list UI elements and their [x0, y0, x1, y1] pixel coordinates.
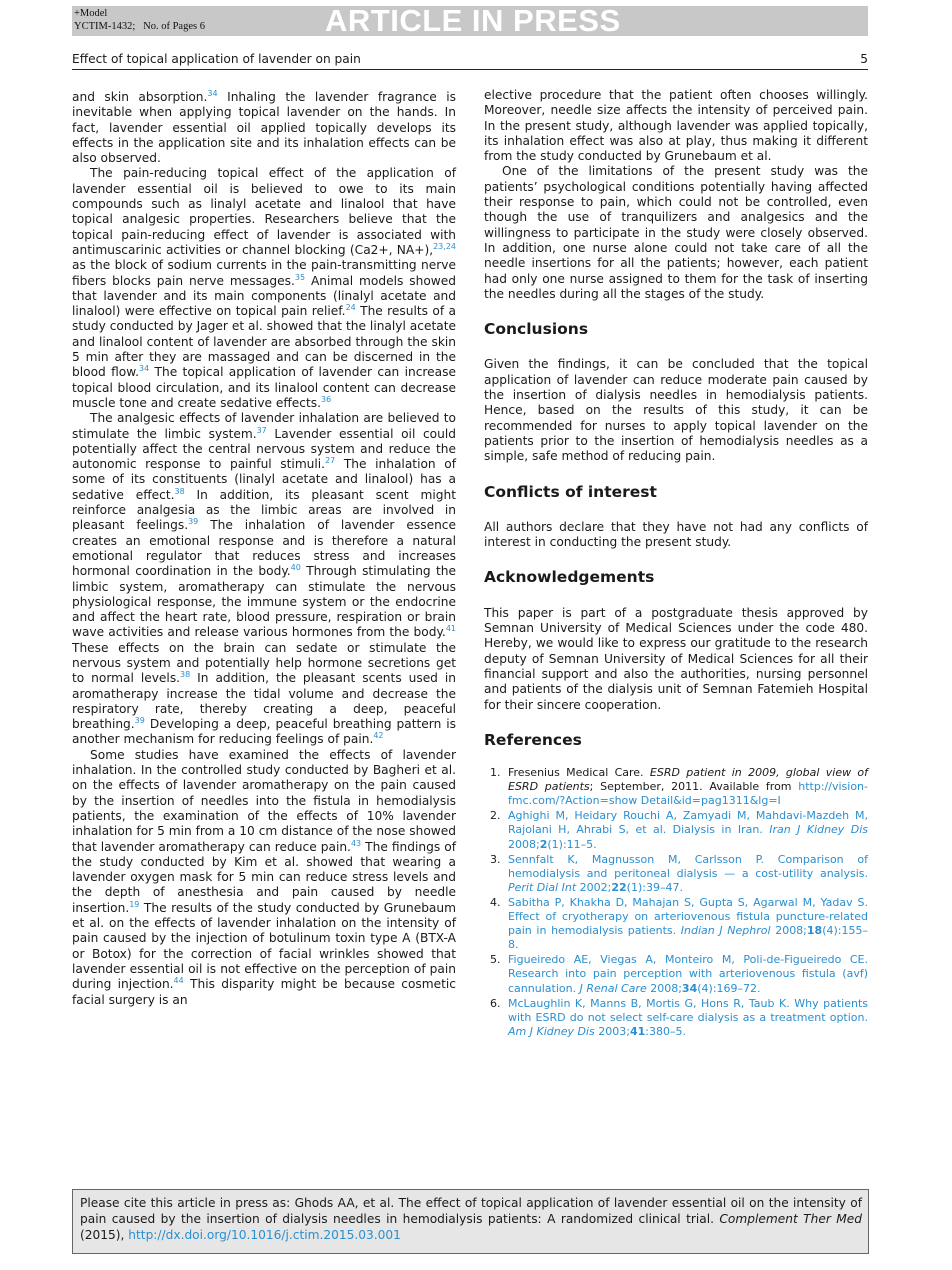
section-heading-conclusions: Conclusions: [484, 320, 589, 339]
reference-link-text[interactable]: Aghighi M, Heidary Rouchi A, Zamyadi M, Mahdavi-Mazdeh M, Rajolani H, Ahrabi S, et al. Dialysis in Iran.: [508, 809, 868, 837]
journal-id-line: [74, 20, 205, 33]
citation-ref[interactable]: 37: [256, 425, 267, 435]
citation-ref[interactable]: 35: [294, 272, 306, 282]
reference-link-text[interactable]: 2008;: [770, 924, 807, 938]
reference-link-text[interactable]: Iran J Kidney Dis: [769, 823, 868, 837]
reference-link-text[interactable]: 34: [681, 981, 698, 995]
doi-link[interactable]: http://dx.doi.org/10.1016/j.ctim.2015.03.001: [128, 1228, 401, 1242]
reference-list: [484, 766, 868, 1039]
reference-link-text[interactable]: (4):169–72.: [697, 981, 761, 995]
reference-link-text[interactable]: http://vision-fmc.com/?Action=show Detail&id=pag1311&lg=I: [508, 780, 868, 808]
reference-number: 4.: [490, 895, 501, 909]
model-label: +Model: [74, 8, 108, 19]
reference-item: [490, 896, 868, 952]
reference-item: [490, 853, 868, 895]
citation-ref[interactable]: 36: [321, 394, 332, 404]
citation-ref[interactable]: 38: [174, 486, 185, 496]
paragraph: Some studies have examined the effects of lavender inhalation. In the controlled study conducted by Bagheri et al. on the effects of lavender aromatherapy on the pain caused by the insertion of needles into the fistula in hemodialysis patients, the examination of the effects of 10% lavender inhalation for 5 min from a 10 cm distance of the nose showed that lavender aromatherapy can reduce pain.$^{43}$ The findings of the study conducted by Kim et al. showed that wearing a lavender oxygen mask for 5 min can reduce stress levels and the depth of anesthesia and pain caused by needle insertion.$^{19}$ The results of the study conducted by Grunebaum et al. on the effects of lavender inhalation on the intensity of pain caused by the injection of botulinum toxin type A (BTX-A or Botox) for the correction of facial wrinkles showed that lavender essential oil is not effective on the perception of pain during injection.$^{44}$ This disparity might be because cosmetic facial surgery is an: [72, 747, 457, 1007]
paragraph: and skin absorption.$^{34}$ Inhaling the lavender fragrance is inevitable when applying topical lavender on the hands. In fact, lavender essential oil applied topically develops its effects in the application site and its inhalation effects can be also observed.: [72, 88, 456, 166]
section-heading-references: References: [484, 730, 582, 749]
banner-text: ARTICLE IN PRESS: [325, 3, 621, 38]
citation-ref[interactable]: 34: [207, 88, 218, 98]
reference-link-text[interactable]: J Renal Care: [579, 981, 647, 995]
reference-item: [490, 997, 868, 1039]
reference-link-text[interactable]: (1):11–5.: [547, 837, 597, 851]
reference-link-text[interactable]: 2002;: [576, 880, 612, 894]
running-header: [72, 52, 868, 70]
reference-link-text[interactable]: (4):155–8.: [508, 924, 869, 952]
citation-ref[interactable]: 44: [173, 976, 184, 986]
reference-link-text[interactable]: Perit Dial Int: [508, 880, 577, 894]
paragraph: All authors declare that they have not had any conflicts of interest in conducting the present study.: [484, 519, 868, 550]
reference-number: 2.: [490, 809, 501, 823]
reference-link-text[interactable]: (1):39–47.: [626, 880, 683, 894]
reference-link-text[interactable]: Indian J Nephrol: [680, 924, 771, 938]
page-count: No. of Pages 6: [143, 21, 205, 32]
paragraph: elective procedure that the patient often chooses willingly. Moreover, needle size affects the intensity of perceived pain. In the present study, although lavender was applied topically, its inhalation effect was also at play, thus making it different from the study conducted by Grunebaum et al.: [484, 88, 868, 164]
citation-box: [72, 1189, 869, 1254]
citation-ref[interactable]: 34: [138, 364, 150, 374]
paragraph: Given the findings, it can be concluded that the topical application of lavender can reduce moderate pain caused by the insertion of dialysis needles in hemodialysis patients. Hence, based on the results of this study, it can be recommended for nurses to apply topical lavender on the patients prior to the insertion of hemodialysis needles as a simple, safe method of reducing pain.: [484, 357, 868, 464]
reference-link-text[interactable]: Am J Kidney Dis: [508, 1024, 595, 1038]
reference-link-text[interactable]: 2: [539, 837, 548, 851]
reference-item: [490, 809, 868, 851]
reference-link-text[interactable]: McLaughlin K, Manns B, Mortis G, Hons R, Taub K. Why patients with ESRD do not select self-care dialysis as a treatment option.: [508, 996, 868, 1024]
reference-number: 5.: [490, 953, 501, 967]
reference-link-text[interactable]: Sabitha P, Khakha D, Mahajan S, Gupta S, Agarwal M, Yadav S. Effect of cryotherapy on arteriovenous fistula puncture-related pain in hemodialysis patients.: [508, 895, 868, 938]
reference-number: 6.: [490, 996, 501, 1010]
section-heading-conflicts: Conflicts of interest: [484, 482, 657, 501]
reference-item: [490, 766, 868, 808]
right-column: [484, 88, 868, 1040]
citation-ref[interactable]: 23,24: [433, 241, 456, 251]
citation-text: Please cite this article in press as: Ghods AA, et al. The effect of topical application of lavender essential oil on the intensity of pain caused by the insertion of dialysis needles in hemodialysis patients: A randomized clinical trial.: [80, 1196, 862, 1226]
running-title: Effect of topical application of lavender on pain: [72, 52, 361, 66]
citation-ref[interactable]: 19: [129, 899, 140, 909]
citation-ref[interactable]: 24: [345, 303, 356, 313]
page-number: 5: [860, 52, 868, 66]
reference-link-text[interactable]: 2008;: [508, 837, 540, 851]
reference-link-text[interactable]: Figueiredo AE, Viegas A, Monteiro M, Poli-de-Figueiredo CE. Research into pain perception with arteriovenous fistula (avf) cannulation.: [508, 953, 868, 995]
reference-link-text[interactable]: 41: [629, 1024, 646, 1038]
paragraph: This paper is part of a postgraduate thesis approved by Semnan University of Medical Sciences under the code 480. Hereby, we would like to express our gratitude to the research deputy of Semnan University of Medical Sciences for all their financial support and also the authorities, nursing personnel and patients of the dialysis unit of Semnan Fatemieh Hospital for their sincere cooperation.: [484, 605, 868, 712]
reference-link-text[interactable]: 22: [611, 880, 627, 894]
reference-text: ESRD patient in 2009, global view of ESRD patients: [508, 766, 869, 794]
reference-link-text[interactable]: 2008;: [646, 981, 682, 995]
citation-ref[interactable]: 40: [290, 563, 301, 573]
citation-year: (2015),: [80, 1228, 129, 1242]
reference-text: ; September, 2011. Available from: [589, 780, 799, 794]
reference-link-text[interactable]: :380–5.: [645, 1024, 686, 1038]
citation-ref[interactable]: 42: [373, 731, 384, 741]
reference-link-text[interactable]: Sennfalt K, Magnusson M, Carlsson P. Comparison of hemodialysis and peritoneal dialysis — a cost-utility analysis.: [508, 852, 868, 880]
citation-ref[interactable]: 41: [445, 624, 456, 634]
reference-link-text[interactable]: 2003;: [594, 1024, 630, 1038]
paragraph: The pain-reducing topical effect of the application of lavender essential oil is believed to owe to its main compounds such as linalyl acetate and linalool that have topical analgesic properties. Researchers believe that the topical pain-reducing effect of lavender is associated with antimuscarinic activities or channel blocking (Ca2+, NA+),$^{23,24}$ as the block of sodium currents in the pain-transmitting nerve fibers blocks pain nerve messages.$^{35}$ Animal models showed that lavender and its main components (linalyl acetate and linalool) were effective on topical pain relief.$^{24}$ The results of a study conducted by Jager et al. showed that the linalyl acetate and linalool content of lavender are absorbed through the skin 5 min after they are massaged and can be discerned in the blood flow.$^{34}$ The topical application of lavender can increase topical blood circulation, and its linalool content can decrease muscle tone and create sedative effects.$^{36}$: [72, 166, 457, 410]
reference-link-text[interactable]: 18: [806, 924, 823, 938]
section-heading-acknowledgements: Acknowledgements: [484, 568, 655, 587]
reference-number: 3.: [490, 852, 501, 866]
reference-number: 1.: [490, 766, 501, 780]
journal-meta: [74, 7, 205, 33]
citation-ref[interactable]: 27: [325, 456, 336, 466]
citation-ref[interactable]: 38: [180, 670, 191, 680]
citation-ref[interactable]: 39: [134, 716, 145, 726]
citation-journal: Complement Ther Med: [719, 1212, 862, 1226]
journal-id: YCTIM-1432;: [74, 21, 136, 32]
reference-item: [490, 953, 868, 995]
citation-ref[interactable]: 43: [350, 838, 362, 848]
citation-ref[interactable]: 39: [188, 517, 199, 527]
paragraph: The analgesic effects of lavender inhalation are believed to stimulate the limbic system.$^{37}$ Lavender essential oil could potentially affect the central nervous system and reduce the autonomic response to painful stimuli.$^{27}$ The inhalation of some of its constituents (linalyl acetate and linalool) has a sedative effect.$^{38}$ In addition, its pleasant scent might reinforce analgesia as the limbic areas are involved in pleasant feelings.$^{39}$ The inhalation of lavender essence creates an emotional response and is therefore a natural emotional regulator that reduces stress and increases hormonal coordination in the body.$^{40}$ Through stimulating the limbic system, aromatherapy can stimulate the nervous physiological response, the immune system or the endocrine and affect the heart rate, blood pressure, respiration or brain wave activities and release various hormones from the body.$^{41}$ These effects on the brain can sedate or stimulate the nervous system and potentially help hormone secretions get to normal levels.$^{38}$ In addition, the pleasant scents used in aromatherapy increase the tidal volume and decrease the respiratory rate, thereby creating a deep, peaceful breathing.$^{39}$ Developing a deep, peaceful breathing pattern is another mechanism for reducing feelings of pain.$^{42}$: [72, 411, 456, 747]
article-in-press-banner: [72, 3, 868, 38]
left-column: [72, 90, 456, 1008]
paragraph: One of the limitations of the present study was the patients’ psychological conditions potentially having affected their response to pain, which could not be controlled, even though the use of tranquilizers and analgesics and the willingness to participate in the study were closely observed. In addition, one nurse alone could not take care of all the needle insertions for all the patients; however, each patient had only one nurse assigned to them for the task of inserting the needles during all the stages of the study.: [484, 164, 868, 301]
reference-text: Fresenius Medical Care.: [508, 766, 650, 780]
